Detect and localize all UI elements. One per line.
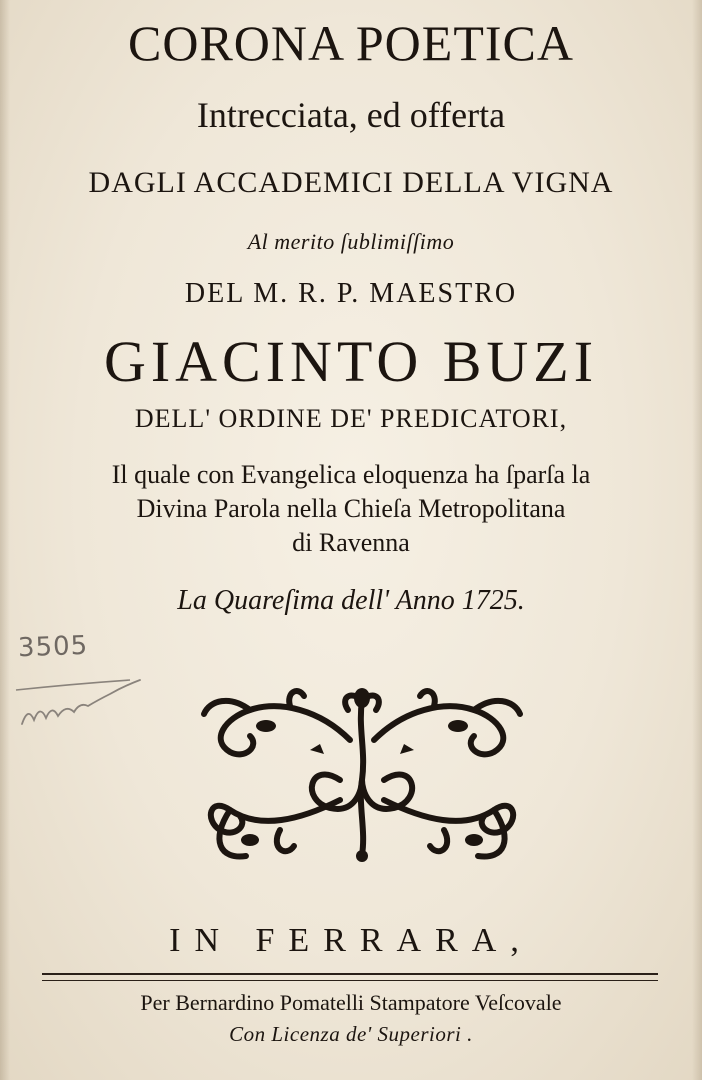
lent-date: La Quareſima dell' Anno 1725. [177,585,525,616]
description-line-1: Il quale con Evangelica eloquenza ha ſparſa la [111,460,591,489]
book-subtitle: Intrecciata, ed offerta [196,95,506,135]
double-rule-top [42,973,658,975]
honorific-line: DEL M. R. P. MAESTRO [184,278,518,309]
printer-line: Per Bernardino Pomatelli Stampatore Veſcovale [140,990,562,1015]
description-line-2: Divina Parola nella Chieſa Metropolitana [136,494,566,523]
handwritten-shelfmark: 3505 [17,630,89,664]
imprint-place: IN FERRARA, [169,922,533,959]
license-line: Con Licenza de' Superiori . [229,1022,473,1046]
book-title: CORONA POETICA [128,15,574,71]
presenters-line: DAGLI ACCADEMICI DELLA VIGNA [88,166,614,199]
description-line-3: di Ravenna [292,528,410,557]
dedicatee-name: GIACINTO BUZI [103,329,599,394]
religious-order: DELL' ORDINE DE' PREDICATORI, [134,404,568,433]
dedication-line: Al merito ſublimiſſimo [247,229,455,254]
double-rule-bottom [42,980,658,981]
printers-ornament-icon [190,680,535,870]
pencil-scribble-icon [12,632,172,732]
